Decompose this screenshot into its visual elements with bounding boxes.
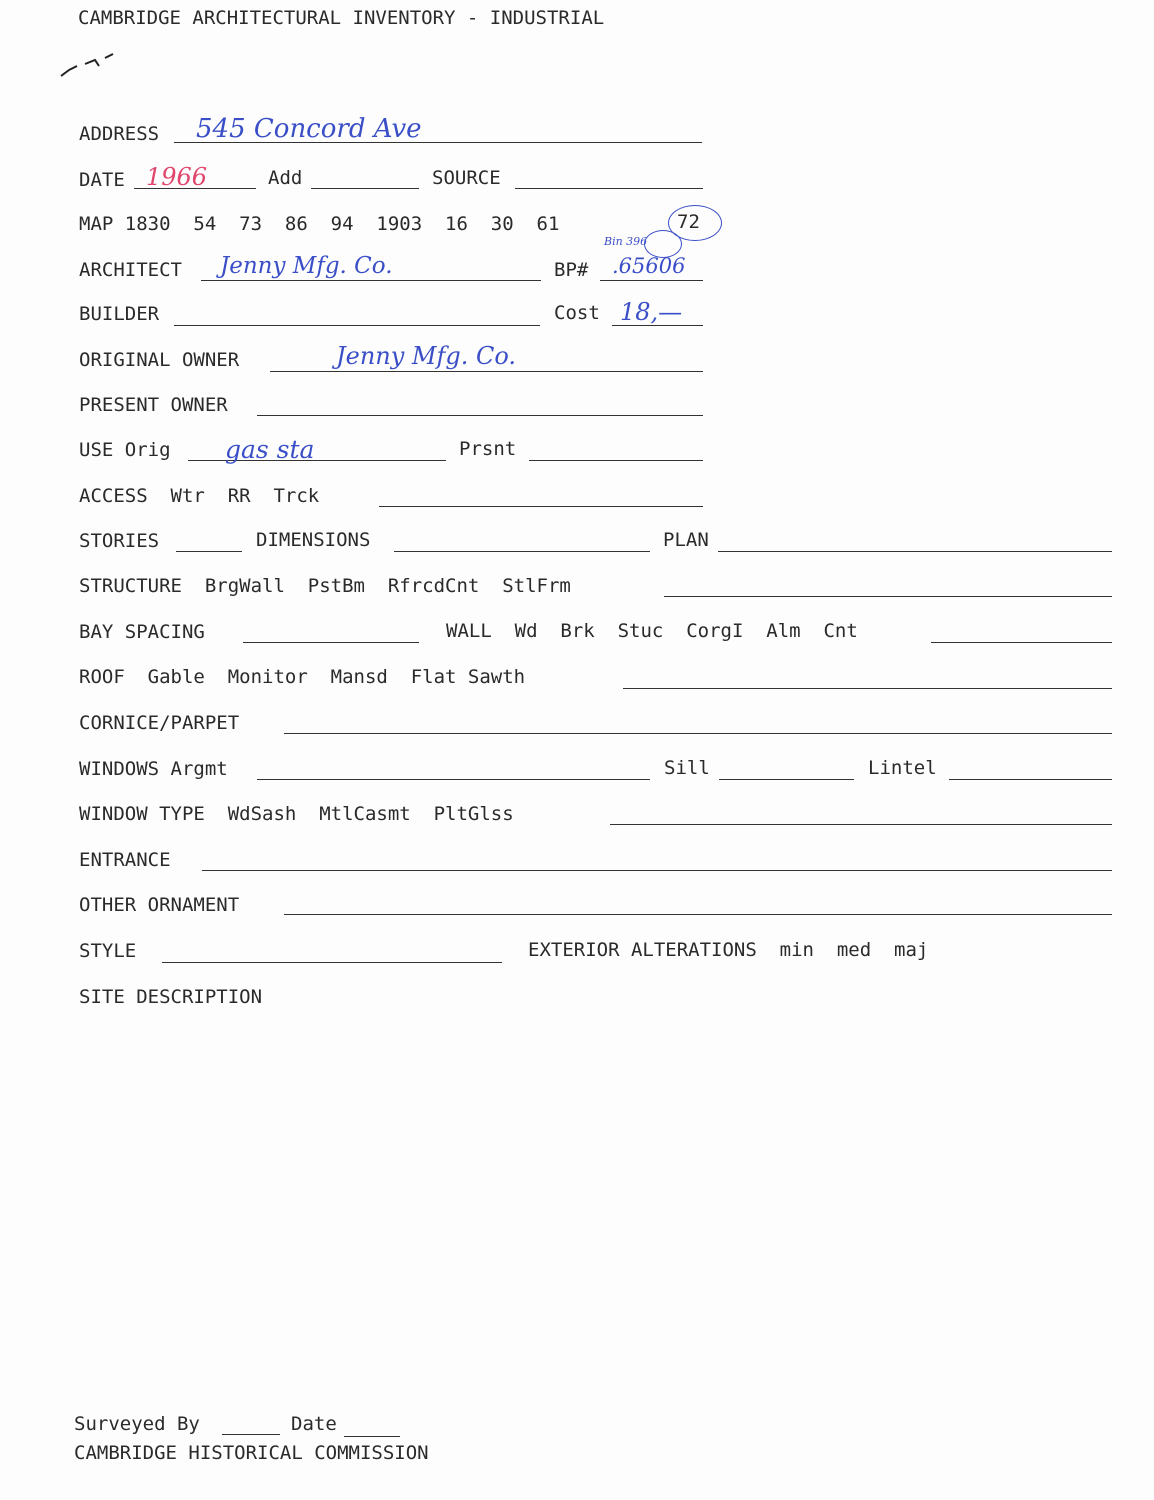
original-owner-value: Jenny Mfg. Co. [336, 342, 517, 370]
other-ornament-label: OTHER ORNAMENT [79, 894, 240, 916]
stories-label: STORIES [79, 530, 160, 552]
dimensions-label: DIMENSIONS [256, 529, 371, 551]
access-line [379, 506, 703, 507]
add-label: Add [268, 167, 303, 189]
sill-line [719, 779, 854, 780]
prsnt-line [529, 460, 703, 461]
sill-label: Sill [664, 757, 710, 779]
architect-label: ARCHITECT [79, 259, 182, 281]
cornice-line [284, 733, 1112, 734]
architect-line [201, 280, 541, 281]
form-title: CAMBRIDGE ARCHITECTURAL INVENTORY - INDUSTRIAL [78, 7, 605, 29]
bay-spacing-label: BAY SPACING [79, 621, 205, 643]
bay-spacing-line [243, 642, 419, 643]
access-label: ACCESS Wtr RR Trck [79, 485, 320, 507]
map-years: MAP 1830 54 73 86 94 1903 16 30 61 [79, 213, 560, 235]
surveyed-by-label: Surveyed By [74, 1413, 200, 1435]
footer-date-line [344, 1436, 400, 1437]
lintel-label: Lintel [868, 757, 937, 779]
date-label: DATE [79, 169, 125, 191]
site-description-label: SITE DESCRIPTION [79, 986, 263, 1008]
bp-label: BP# [554, 259, 589, 281]
date-value: 1966 [146, 163, 208, 191]
present-owner-line [257, 415, 703, 416]
use-orig-value: gas sta [225, 435, 315, 464]
footer-date-label: Date [291, 1413, 337, 1435]
ink-mark [55, 52, 125, 82]
wall-line [931, 642, 1112, 643]
add-line [311, 188, 419, 189]
stories-line [176, 551, 242, 552]
exterior-alterations-label: EXTERIOR ALTERATIONS min med maj [528, 939, 929, 961]
other-ornament-line [284, 914, 1112, 915]
cost-label: Cost [554, 302, 600, 324]
use-orig-label: USE Orig [79, 439, 171, 461]
prsnt-label: Prsnt [459, 438, 517, 460]
address-value: 545 Concord Ave [196, 114, 422, 144]
lintel-line [949, 779, 1112, 780]
dimensions-line [394, 551, 650, 552]
bp-line [600, 280, 703, 281]
windows-line [257, 779, 650, 780]
roof-line [623, 688, 1112, 689]
entrance-label: ENTRANCE [79, 849, 171, 871]
original-owner-label: ORIGINAL OWNER [79, 349, 240, 371]
structure-label: STRUCTURE BrgWall PstBm RfrcdCnt StlFrm [79, 575, 571, 597]
style-label: STYLE [79, 940, 137, 962]
wall-label: WALL Wd Brk Stuc CorgI Alm Cnt [446, 620, 858, 642]
plan-line [718, 551, 1112, 552]
builder-label: BUILDER [79, 303, 160, 325]
source-line [515, 188, 703, 189]
structure-line [664, 596, 1112, 597]
builder-line [174, 325, 540, 326]
window-type-line [610, 824, 1112, 825]
style-line [162, 962, 502, 963]
cost-value: 18,— [620, 298, 683, 326]
bp-number: .65606 [612, 254, 686, 278]
bp-note-circle [644, 230, 682, 258]
architect-value: Jenny Mfg. Co. [220, 253, 393, 279]
surveyed-by-line [222, 1434, 280, 1435]
source-label: SOURCE [432, 167, 501, 189]
commission-name: CAMBRIDGE HISTORICAL COMMISSION [74, 1442, 429, 1464]
present-owner-label: PRESENT OWNER [79, 394, 228, 416]
original-owner-line [270, 371, 703, 372]
cornice-label: CORNICE/PARPET [79, 712, 240, 734]
bp-note: Bin 396 [604, 235, 648, 248]
window-type-label: WINDOW TYPE WdSash MtlCasmt PltGlss [79, 803, 514, 825]
roof-label: ROOF Gable Monitor Mansd Flat Sawth [79, 666, 526, 688]
address-label: ADDRESS [79, 123, 160, 145]
windows-label: WINDOWS Argmt [79, 758, 228, 780]
entrance-line [202, 870, 1112, 871]
map-year-circled: 72 [677, 211, 700, 233]
plan-label: PLAN [663, 529, 709, 551]
